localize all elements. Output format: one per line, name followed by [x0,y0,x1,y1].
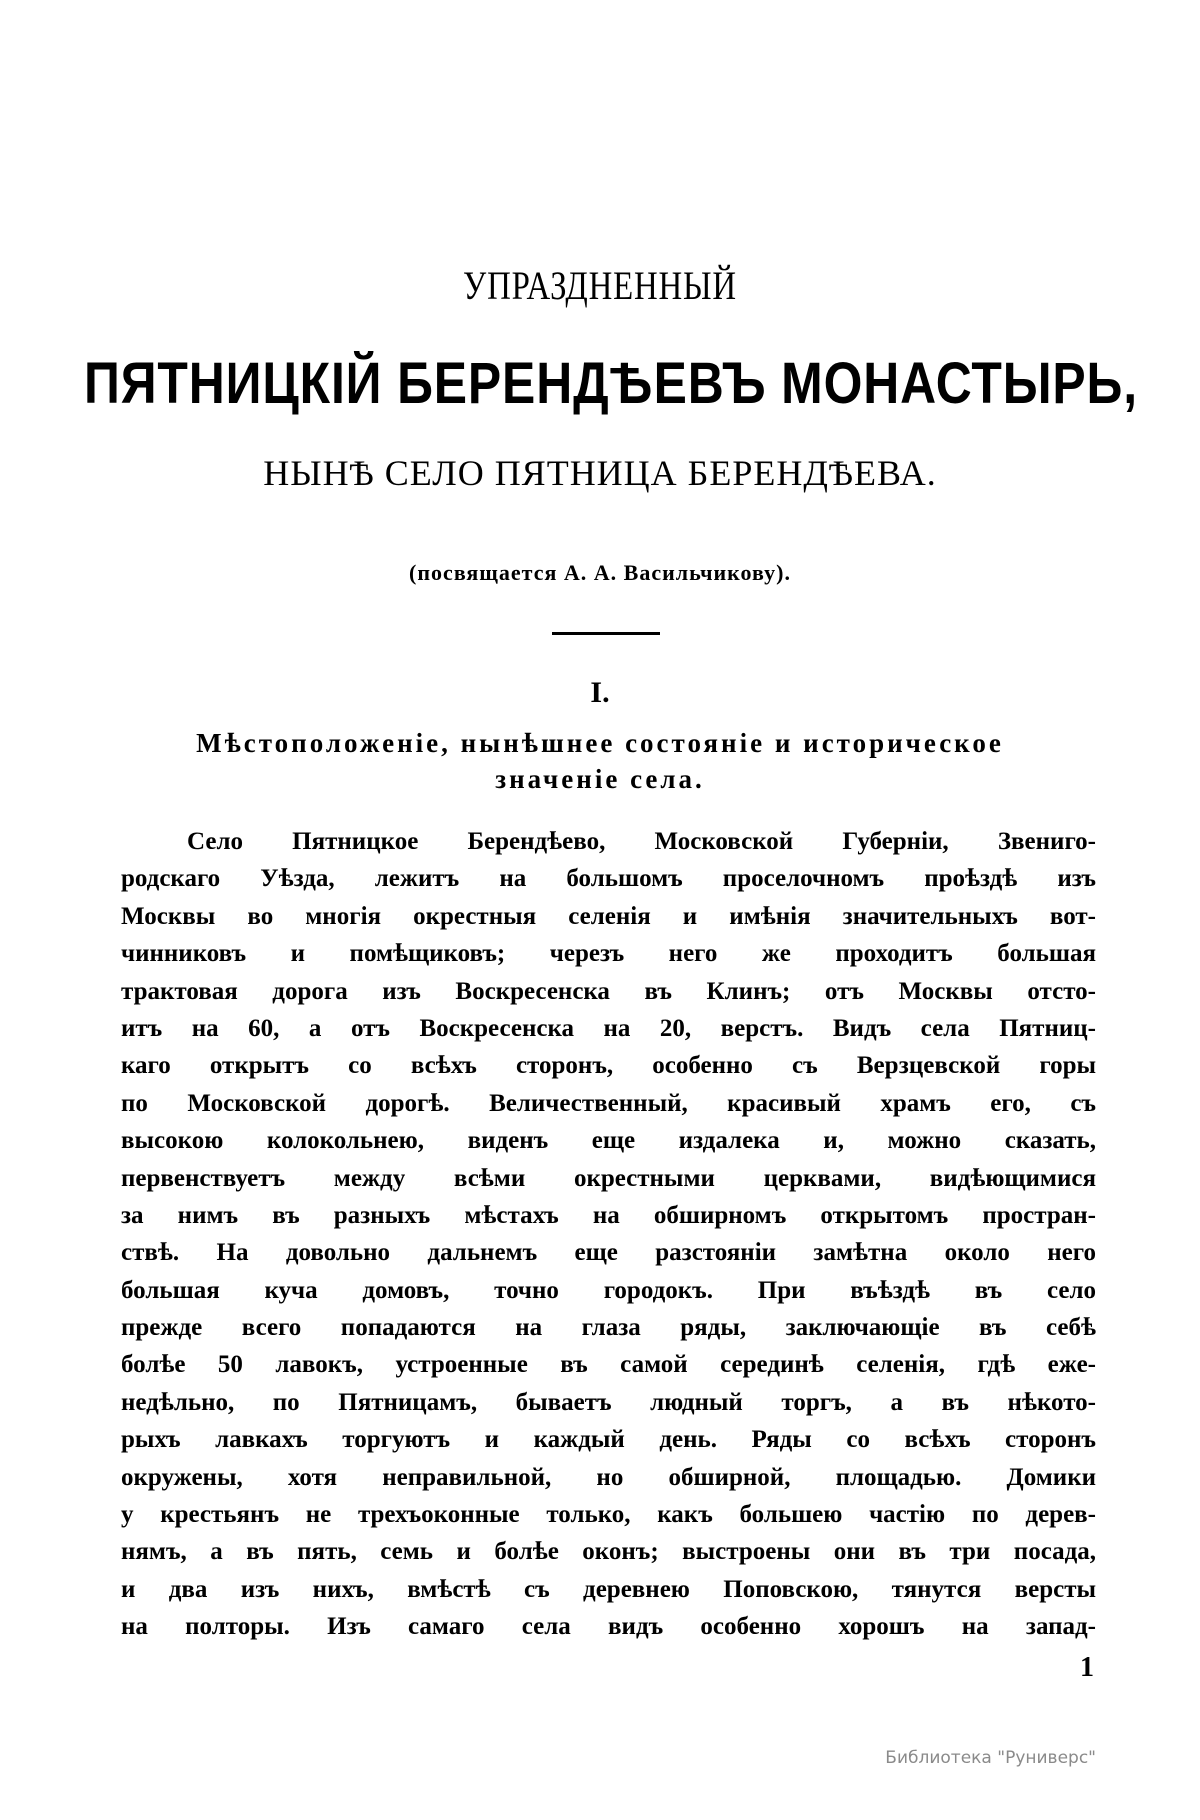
body-line: чинниковъ и помѣщиковъ; черезъ него же проходитъ большая [121,940,1096,968]
body-line: первенствуетъ между всѣми окрестными церквами, видѣющимися [121,1164,1096,1192]
body-line: высокою колокольнею, виденъ еще издалека и, можно сказать, [121,1127,1096,1155]
body-line: ствѣ. На довольно дальнемъ еще разстояніи замѣтна около него [121,1239,1096,1267]
body-line: по Московской дорогѣ. Величественный, красивый храмъ его, съ [121,1089,1096,1117]
body-line: у крестьянъ не трехъоконные только, какъ большею частію по дерев- [121,1501,1096,1529]
section-heading-line-2: значеніе села. [495,764,705,794]
body-line: прежде всего попадаются на глаза ряды, заключающіе въ себѣ [121,1314,1096,1342]
dedication: (посвящается А. А. Васильчикову). [409,560,791,585]
body-line: недѣльно, по Пятницамъ, бываетъ людный торгъ, а въ нѣкото- [121,1388,1096,1416]
section-number: I. [590,676,610,709]
section-heading-line-1: Мѣстоположеніе, нынѣшнее состояніе и историческое [196,728,1004,758]
body-line: на полторы. Изъ самаго села видъ особенно хорошъ на запад- [121,1613,1096,1641]
title-line-1: УПРАЗДНЕННЫЙ [463,263,737,308]
divider-rule [552,632,660,635]
body-line: и два изъ нихъ, вмѣстѣ съ деревнею Поповскою, тянутся версты [121,1575,1096,1603]
body-line: Село Пятницкое Берендѣево, Московской Губерніи, Звениго- [187,828,1096,855]
body-line: трактовая дорога изъ Воскресенска въ Клинъ; отъ Москвы отсто- [121,977,1096,1005]
body-line: рыхъ лавкахъ торгуютъ и каждый день. Ряды со всѣхъ сторонъ [121,1426,1096,1454]
body-line: родскаго Уѣзда, лежитъ на большомъ проселочномъ проѣздѣ изъ [121,865,1096,893]
body-text [121,823,1096,1646]
title-subtitle: НЫНѢ СЕЛО ПЯТНИЦА БЕРЕНДѢЕВА. [263,453,937,493]
body-line: нямъ, а въ пять, семь и болѣе оконъ; выстроены они въ три посада, [121,1538,1096,1566]
title-main: ПЯТНИЦКІЙ БЕРЕНДѢЕВЪ МОНАСТЫРЬ, [84,351,1138,416]
body-line: окружены, хотя неправильной, но обширной, площадью. Домики [121,1463,1096,1491]
library-watermark: Библиотека "Руниверс" [885,1748,1096,1768]
body-line: итъ на 60, а отъ Воскресенска на 20, верстъ. Видъ села Пятниц- [121,1014,1096,1042]
body-line: болѣе 50 лавокъ, устроенные въ самой серединѣ селенія, гдѣ еже- [121,1351,1096,1379]
body-line: каго открытъ со всѣхъ сторонъ, особенно съ Верзцевской горы [121,1052,1096,1080]
body-line: большая куча домовъ, точно городокъ. При въѣздѣ въ село [121,1276,1096,1304]
body-line: Москвы во многія окрестныя селенія и имѣнія значительныхъ вот- [121,902,1096,930]
body-line: за нимъ въ разныхъ мѣстахъ на обширномъ открытомъ простран- [121,1201,1096,1229]
page-number: 1 [1080,1652,1094,1683]
